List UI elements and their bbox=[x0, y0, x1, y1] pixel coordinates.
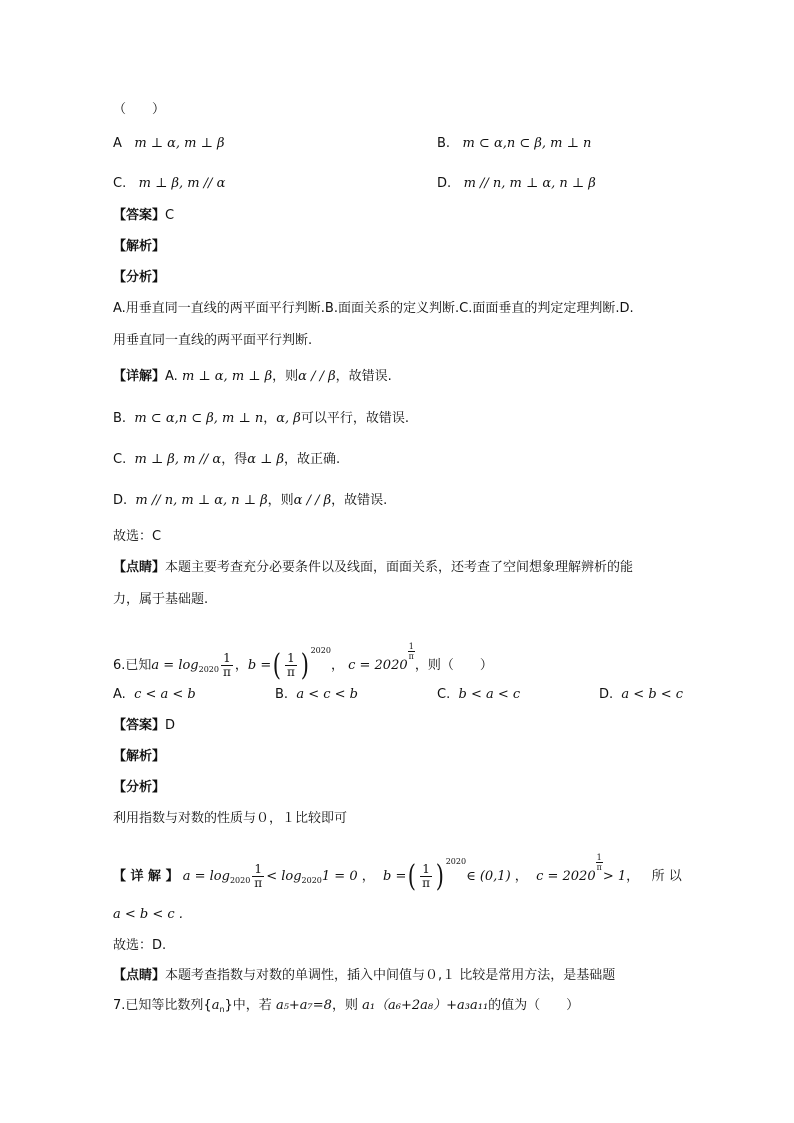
q6-option-b: B. a < c < b bbox=[275, 687, 358, 702]
q5-analysis-line-1: A.用垂直同一直线的两平面平行判断.B.面面关系的定义判断.C.面面垂直的判定定理判断.D. bbox=[113, 301, 634, 316]
q6-exponent-1-over-pi: $\frac{1}{\pi}$ bbox=[408, 642, 414, 661]
q6-stem: 6.已知$a = \log_{2020}$ $\frac{1}{\pi}$ ，b =( $\frac{1}{\pi}$ ) $^{2020}$， c = 2020 $\frac{1}{\pi}$ ，则（ ） bbox=[113, 642, 493, 683]
q5-jiexi-heading: 【解析】 bbox=[113, 239, 166, 254]
q5-detail-b: B. m ⊂ α,n ⊂ β, m ⊥ n，α, β可以平行，故错误. bbox=[113, 411, 409, 426]
q5-analysis-line-2: 用垂直同一直线的两平面平行判断. bbox=[113, 333, 313, 348]
q5-dianjing-line-2: 力，属于基础题. bbox=[113, 592, 209, 607]
q6-option-a: A. c < a < b bbox=[113, 687, 196, 702]
q5-dianjing-line-1: 【点睛】本题主要考查充分必要条件以及线面，面面关系，还考查了空间想象理解辨析的能 bbox=[113, 560, 634, 575]
q6-conclusion: a < b < c . bbox=[113, 907, 183, 922]
q5-option-b: B. m ⊂ α,n ⊂ β, m ⊥ n bbox=[437, 136, 592, 151]
q5-option-a: A m ⊥ α, m ⊥ β bbox=[113, 136, 225, 151]
q7-stem: 7.已知等比数列$\{a_n\}$中，若 a₅+a₇=8，则 a₁（a₆+2a₈）+a₃a₁₁的值为（ ） bbox=[113, 998, 580, 1014]
q6-choose: 故选：D. bbox=[113, 938, 167, 953]
q6-jiexi-heading: 【解析】 bbox=[113, 749, 166, 764]
q5-option-d: D. m // n, m ⊥ α, n ⊥ β bbox=[437, 176, 596, 191]
question-5-bracket: （ ） bbox=[113, 102, 166, 117]
q6-analysis: 利用指数与对数的性质与０，１比较即可 bbox=[113, 811, 348, 826]
q5-detail-c: C. m ⊥ β, m // α，得α ⊥ β，故正确. bbox=[113, 452, 341, 467]
q6-answer: 【答案】D bbox=[113, 718, 176, 733]
q6-option-c: C. b < a < c bbox=[437, 687, 521, 702]
q5-detail-d: D. m // n, m ⊥ α, n ⊥ β，则α / / β，故错误. bbox=[113, 493, 388, 508]
q5-option-c: C. m ⊥ β, m // α bbox=[113, 176, 226, 191]
q6-option-d: D. a < b < c bbox=[599, 687, 684, 702]
q6-dianjing: 【点睛】本题考查指数与对数的单调性，插入中间值与０,１ 比较是常用方法，是基础题 bbox=[113, 968, 616, 983]
q5-choose: 故选：C bbox=[113, 529, 162, 544]
q6-detail: 【 详 解 】 $a = \log_{2020}$ $\frac{1}{\pi}$ < $\log_{2020}1 = 0$ ， b =( $\frac{1}{\pi}$ ) $^{2020}$∈ (0,1) ， c = 2020 $\frac{1}{\pi}$ > 1， 所 以 bbox=[113, 853, 682, 894]
q6-fraction-1-over-pi: $\frac{1}{\pi}$ bbox=[222, 651, 231, 679]
q5-answer: 【答案】C bbox=[113, 208, 175, 223]
q6-fenxi-heading: 【分析】 bbox=[113, 780, 166, 795]
q5-detail-a: 【详解】A. m ⊥ α, m ⊥ β，则α / / β，故错误. bbox=[113, 369, 392, 384]
q5-fenxi-heading: 【分析】 bbox=[113, 270, 166, 285]
